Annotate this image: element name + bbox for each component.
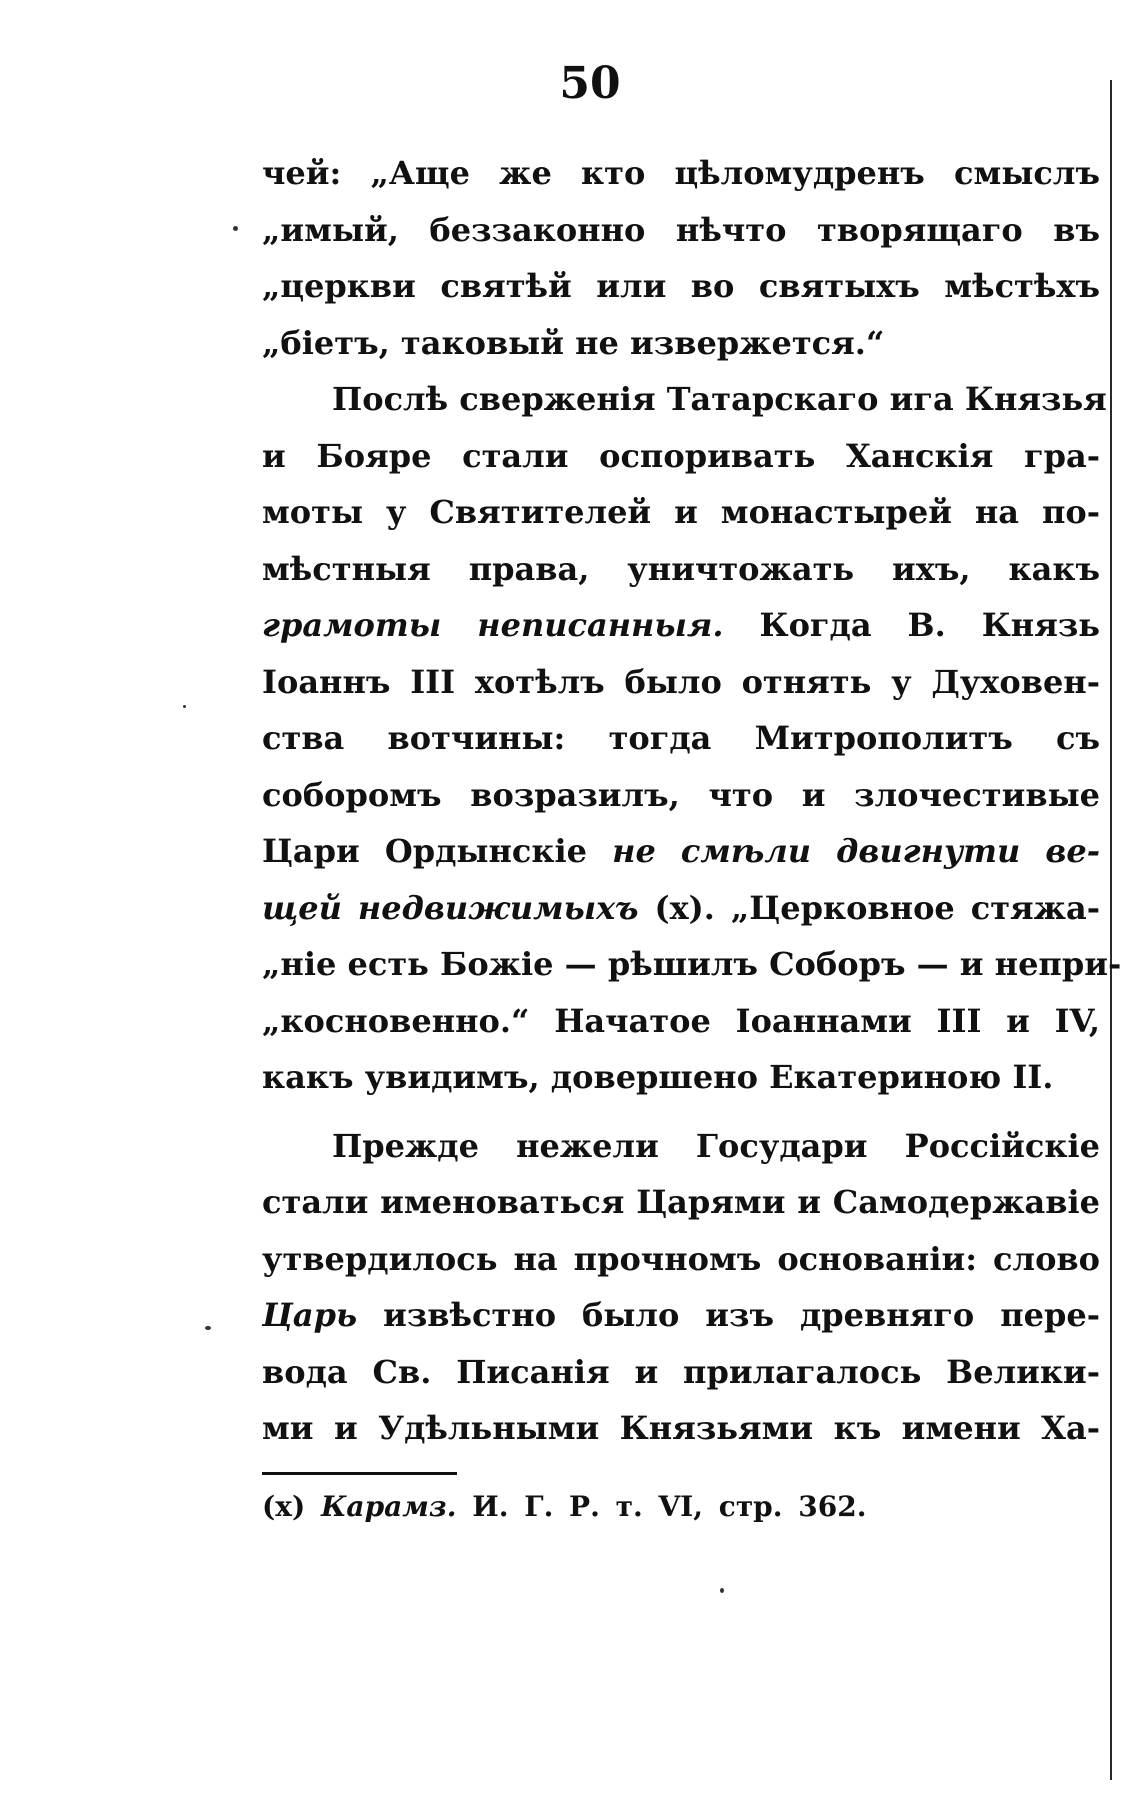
text-line — [262, 428, 1100, 485]
italic-text: грамоты неписанныя. — [262, 606, 724, 644]
text-line — [262, 654, 1100, 711]
text-line — [262, 936, 1122, 993]
text-line — [262, 315, 1100, 372]
scan-speck — [183, 705, 186, 708]
text-segment: „біетъ, таковый не извержется.“ — [262, 323, 885, 362]
text-line — [262, 710, 1100, 767]
text-segment: чей: „Аще же кто цѣломудренъ смыслъ — [262, 154, 1100, 192]
footnote-reference: И. Г. Р. т. VI, стр. 362. — [472, 1490, 867, 1523]
body-text — [262, 145, 1122, 1457]
italic-text: Царь — [262, 1296, 358, 1334]
text-segment: Іоаннъ III хотѣлъ было отнять у Духовен- — [262, 662, 1100, 701]
text-segment: извѣстно было изъ древняго пере- — [357, 1296, 1100, 1334]
text-line — [262, 371, 1107, 428]
text-segment: и Бояре стали оспоривать Ханскія гра- — [262, 436, 1100, 475]
text-line — [262, 880, 1100, 937]
text-line — [262, 202, 1100, 259]
footnote-mark: (х) — [262, 1490, 306, 1523]
text-line — [262, 767, 1100, 824]
text-line — [262, 1118, 1100, 1175]
text-segment: Цари Ордынскіе — [262, 832, 613, 870]
text-segment: „церкви святѣй или во святыхъ мѣстѣхъ — [262, 267, 1100, 305]
text-segment: какъ увидимъ, довершено Екатериною II. — [262, 1058, 1054, 1096]
text-segment: стали именоваться Царями и Самодержавіе — [262, 1183, 1100, 1221]
paragraph-gap — [262, 1106, 1100, 1118]
text-segment: утвердилось на прочномъ основаніи: слово — [262, 1239, 1100, 1278]
footnote-divider — [262, 1472, 457, 1475]
italic-text: щей недвижимыхъ — [262, 888, 639, 927]
text-segment: соборомъ возразилъ, что и злочестивые — [262, 775, 1100, 814]
footnote-source: Карамз. — [320, 1490, 457, 1523]
text-segment: мѣстныя права, уничтожать ихъ, какъ — [262, 549, 1100, 588]
text-line — [262, 1174, 1100, 1231]
text-segment: „имый, беззаконно нѣчто творящаго въ — [262, 210, 1100, 249]
text-segment: ства вотчины: тогда Митрополитъ съ — [262, 719, 1100, 757]
footnote — [262, 1490, 962, 1523]
text-segment: вода Св. Писанія и прилагалось Велики- — [262, 1352, 1100, 1391]
text-segment: Послѣ сверженія Татарскаго ига Князья — [332, 380, 1107, 418]
text-line — [262, 597, 1100, 654]
text-line — [262, 258, 1100, 315]
text-line — [262, 484, 1100, 541]
text-line — [262, 1049, 1100, 1106]
text-segment: ми и Удѣльными Князьями къ имени Ха- — [262, 1409, 1100, 1447]
text-line — [262, 1400, 1100, 1457]
page-number: 50 — [559, 58, 621, 109]
text-segment: Когда В. Князь — [723, 606, 1100, 644]
text-segment: „косновенно.“ Начатое Іоаннами III и IV, — [262, 1001, 1100, 1040]
scan-speck — [233, 226, 238, 231]
text-line — [262, 145, 1100, 202]
text-segment: (х). „Церковное стяжа- — [638, 888, 1101, 927]
text-segment: „ніе есть Божіе — рѣшилъ Соборъ — и непри- — [262, 945, 1122, 983]
text-line — [262, 1344, 1100, 1401]
text-line — [262, 1231, 1100, 1288]
page-edge-rule — [1110, 80, 1112, 1780]
text-segment: Прежде нежели Государи Россійскіе — [332, 1126, 1100, 1165]
text-line — [262, 993, 1100, 1050]
scan-speck — [205, 1326, 211, 1330]
text-segment: моты у Святителей и монастырей на по- — [262, 493, 1100, 531]
scan-speck — [720, 1588, 724, 1593]
italic-text: не смѣли двигнути ве- — [612, 832, 1100, 870]
text-line — [262, 823, 1100, 880]
text-line — [262, 541, 1100, 598]
text-line — [262, 1287, 1100, 1344]
